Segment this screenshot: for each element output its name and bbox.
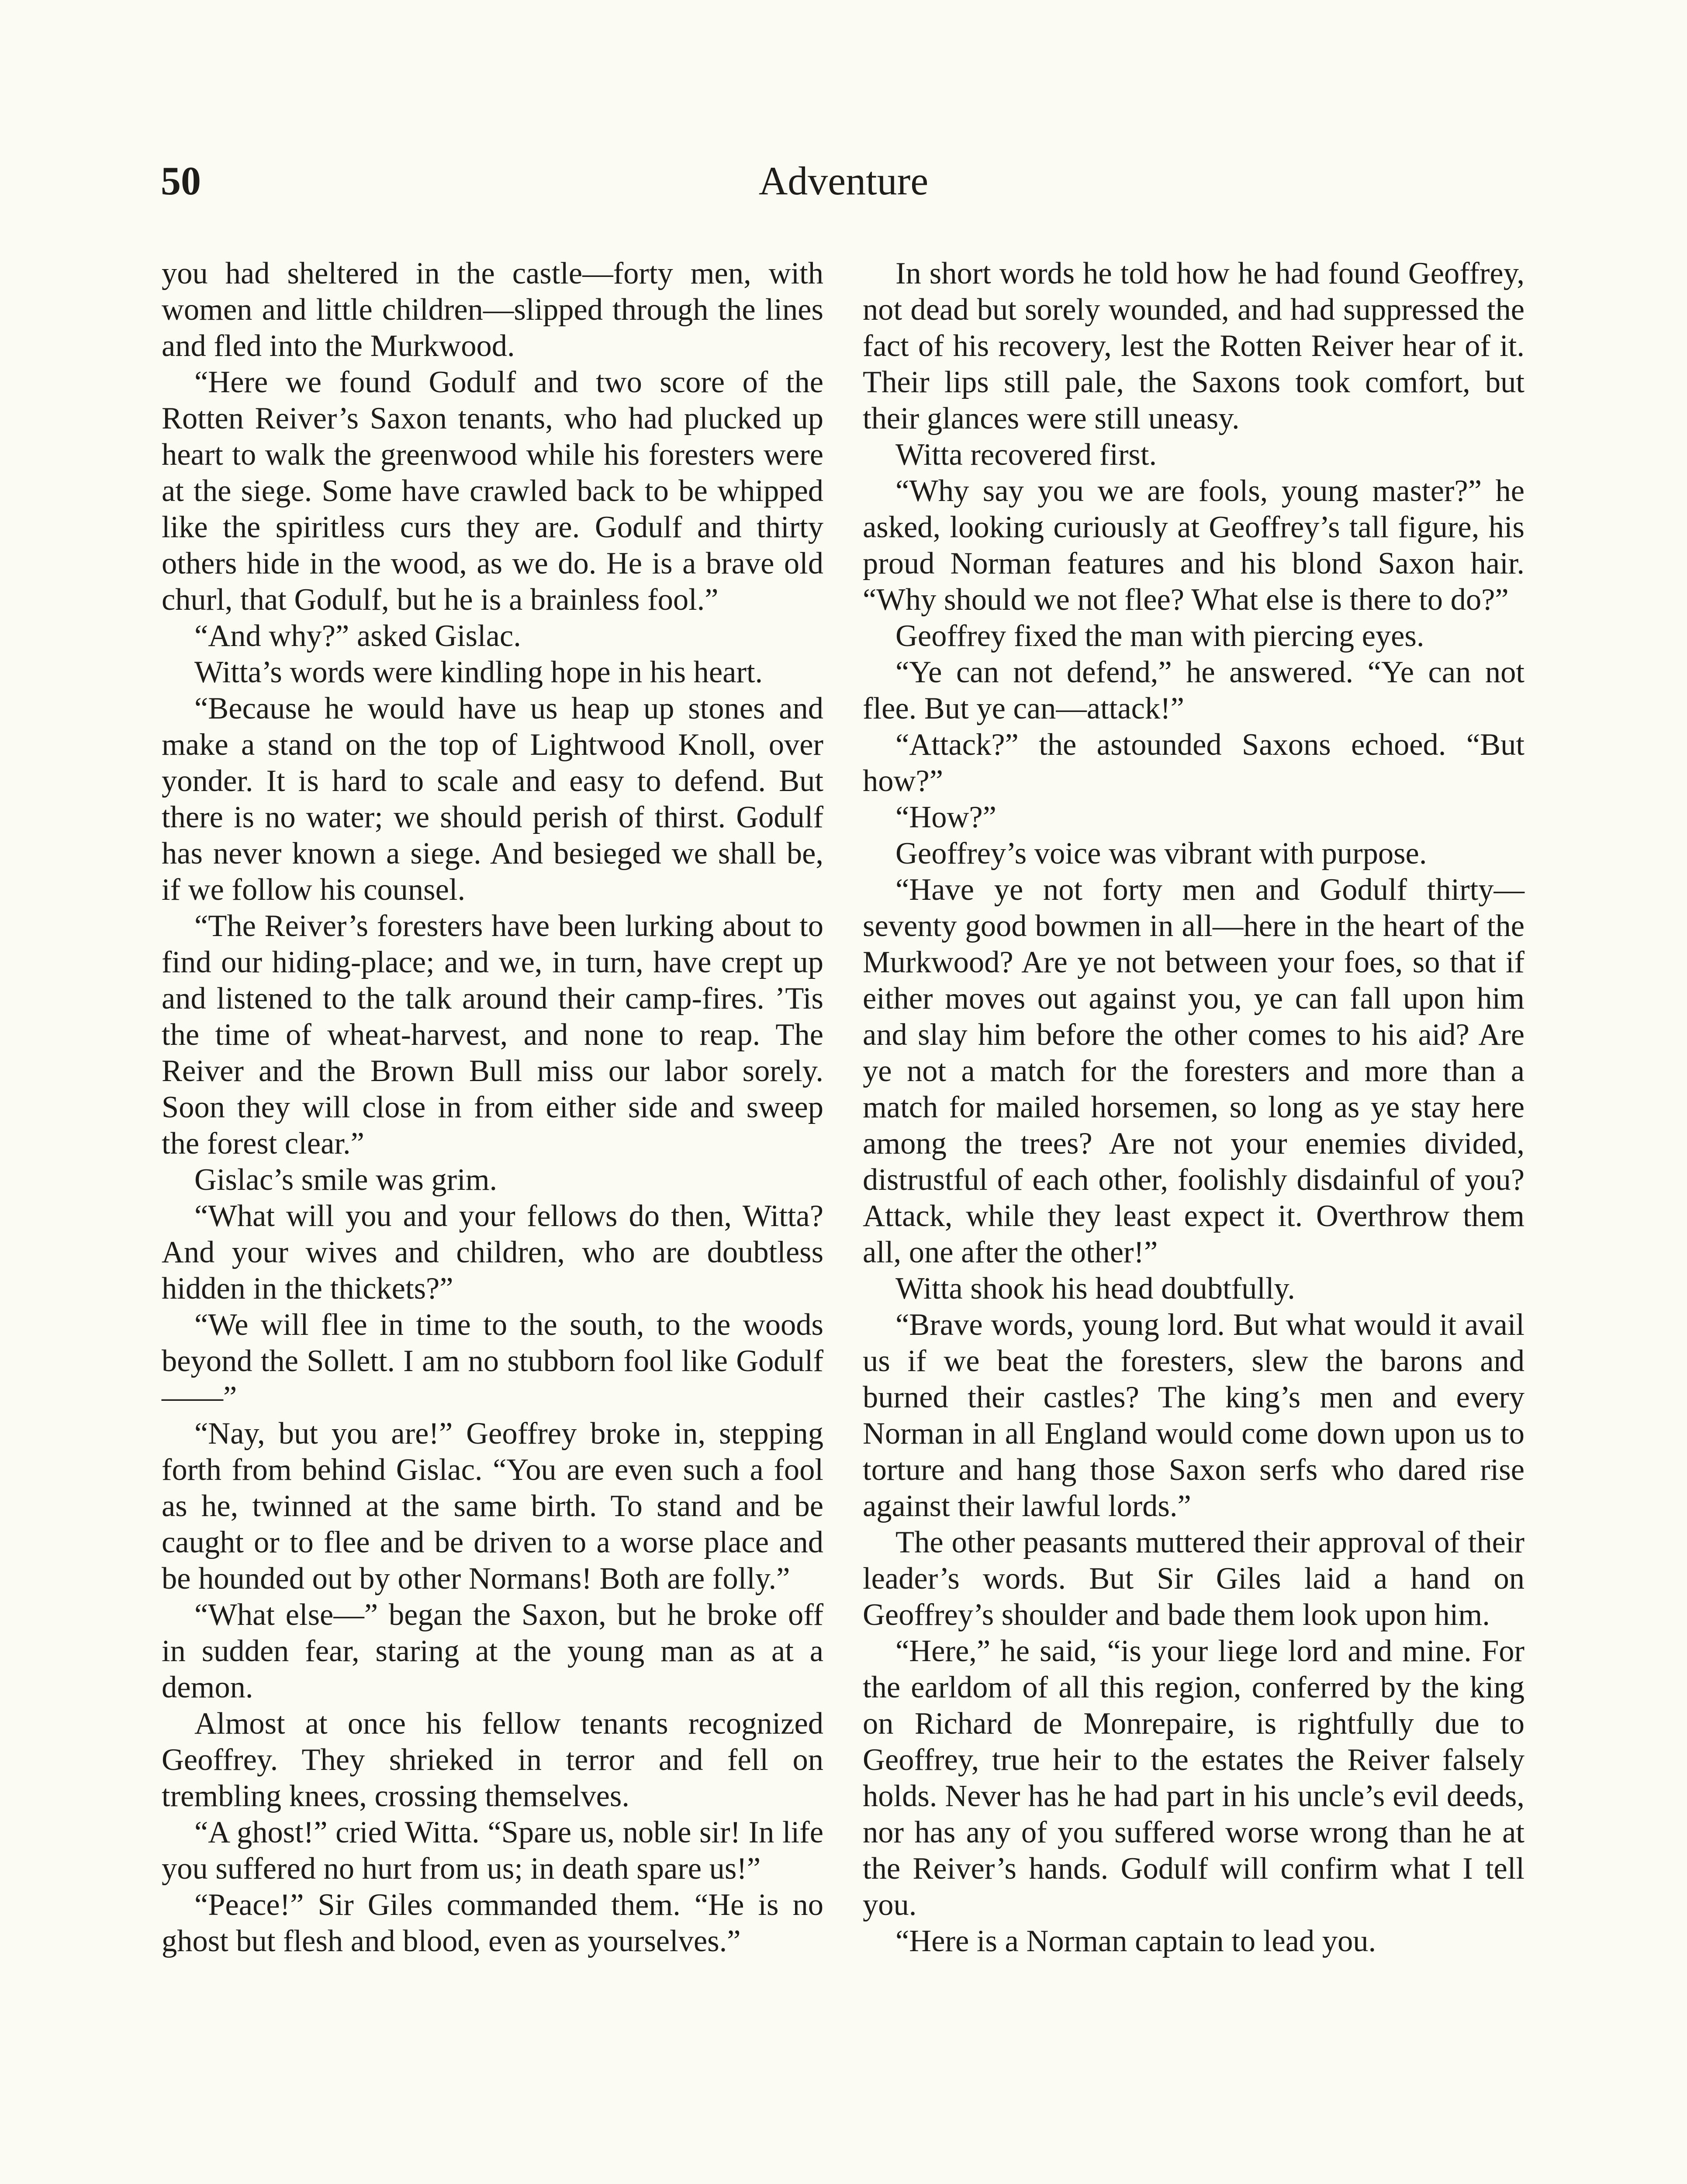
paragraph: “Because he would have us heap up stones and make a stand on the top of Lightwood Knoll, over yonder. It is hard to scale and easy to defend. But there is no water; we should perish of thirst. Godulf has never known a siege. And besieged we shall be, if we follow his counsel. xyxy=(162,691,823,907)
paragraph: “The Reiver’s foresters have been lurking about to find our hiding-place; and we, in turn, have crept up and listened to the talk around their camp-fires. ’Tis the time of wheat-harvest, and none to reap. The Reiver and the Brown Bull miss our labor sorely. Soon they will close in from either side and sweep the forest clear.” xyxy=(162,909,823,1161)
left-column xyxy=(162,256,823,1959)
paragraph: Geoffrey fixed the man with piercing eyes. xyxy=(895,619,1424,653)
paragraph: “Peace!” Sir Giles commanded them. “He is no ghost but flesh and blood, even as yourselves.” xyxy=(162,1888,823,1958)
paragraph: The other peasants muttered their approval of their leader’s words. But Sir Giles laid a hand on Geoffrey’s shoulder and bade them look upon him. xyxy=(863,1525,1525,1632)
paragraph: “A ghost!” cried Witta. “Spare us, noble sir! In life you suffered no hurt from us; in death spare us!” xyxy=(162,1815,823,1886)
paragraph: you had sheltered in the castle—forty men, with women and little children—slipped through the lines and fled into the Murkwood. xyxy=(162,256,823,363)
paragraph: “What else—” began the Saxon, but he broke off in sudden fear, staring at the young man as at a demon. xyxy=(162,1598,823,1704)
right-column xyxy=(863,256,1525,1959)
paragraph: “Have ye not forty men and Godulf thirty—seventy good bowmen in all—here in the heart of the Murkwood? Are ye not between your foes, so that if either moves out against you, ye can fall upon him and slay him before the other comes to his aid? Are ye not a match for the foresters and more than a match for mailed horsemen, so long as ye stay here among the trees? Are not your enemies divided, distrustful of each other, foolishly disdainful of you? Attack, while they least expect it. Overthrow them all, one after the other!” xyxy=(863,873,1525,1269)
paragraph: “Brave words, young lord. But what would it avail us if we beat the foresters, slew the barons and burned their castles? The king’s men and every Norman in all England would come down upon us to torture and hang those Saxon serfs who dared rise against their lawful lords.” xyxy=(863,1308,1525,1523)
paragraph: Almost at once his fellow tenants recognized Geoffrey. They shrieked in terror and fell on trembling knees, crossing themselves. xyxy=(162,1707,823,1813)
paragraph: “Ye can not defend,” he answered. “Ye can not flee. But ye can—attack!” xyxy=(863,655,1525,726)
paragraph: “Attack?” the astounded Saxons echoed. “But how?” xyxy=(863,728,1525,798)
paragraph: Witta shook his head doubtfully. xyxy=(895,1272,1295,1306)
paragraph: “How?” xyxy=(895,800,996,834)
paragraph: “What will you and your fellows do then, Witta? And your wives and children, who are doubtless hidden in the thickets?” xyxy=(162,1199,823,1306)
paragraph: “And why?” asked Gislac. xyxy=(194,619,521,653)
paragraph: Witta recovered first. xyxy=(895,438,1157,472)
paragraph: “Here we found Godulf and two score of the Rotten Reiver’s Saxon tenants, who had plucked up heart to walk the greenwood while his foresters were at the siege. Some have crawled back to be whipped like the spiritless curs they are. Godulf and thirty others hide in the wood, as we do. He is a brave old churl, that Godulf, but he is a brainless fool.” xyxy=(162,365,823,617)
paragraph: “Here,” he said, “is your liege lord and mine. For the earldom of all this region, conferred by the king on Richard de Monrepaire, is rightfully due to Geoffrey, true heir to the estates the Reiver falsely holds. Never has he had part in his uncle’s evil deeds, nor has any of you suffered worse wrong than he at the Reiver’s hands. Godulf will confirm what I tell you. xyxy=(863,1634,1525,1922)
paragraph: Geoffrey’s voice was vibrant with purpose. xyxy=(895,836,1427,871)
paragraph: “We will flee in time to the south, to the woods beyond the Sollett. I am no stubborn fool like Godulf——” xyxy=(162,1308,823,1414)
paragraph: “Why say you we are fools, young master?” he asked, looking curiously at Geoffrey’s tall figure, his proud Norman features and his blond Saxon hair. “Why should we not flee? What else is there to do?” xyxy=(863,474,1525,617)
paragraph: In short words he told how he had found Geoffrey, not dead but sorely wounded, and had suppressed the fact of his recovery, lest the Rotten Reiver hear of it. Their lips still pale, the Saxons took comfort, but their glances were still uneasy. xyxy=(863,256,1525,435)
paragraph: Gislac’s smile was grim. xyxy=(194,1163,498,1197)
paragraph: Witta’s words were kindling hope in his heart. xyxy=(194,655,763,689)
running-title: Adventure xyxy=(758,159,929,203)
paragraph: “Here is a Norman captain to lead you. xyxy=(895,1924,1376,1958)
paragraph: “Nay, but you are!” Geoffrey broke in, stepping forth from behind Gislac. “You are even such a fool as he, twinned at the same birth. To stand and be caught or to flee and be driven to a worse place and be hounded out by other Normans! Both are folly.” xyxy=(162,1417,823,1596)
page-number: 50 xyxy=(161,159,201,203)
